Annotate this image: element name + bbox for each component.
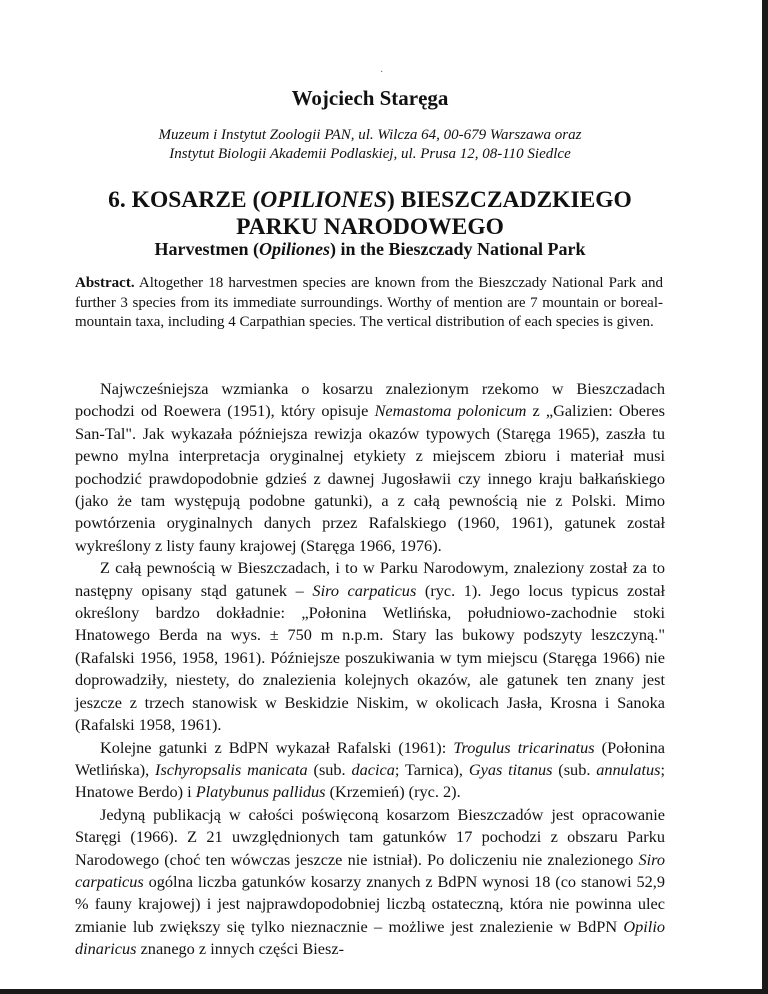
subtitle-taxon: Opiliones <box>258 239 330 259</box>
text-run: (sub. <box>307 759 352 779</box>
title-taxon: OPILIONES <box>260 187 387 213</box>
text-run: Jedyną publikacją w całości poświęconą kosarzom Bieszczadów jest opracowanie Staręgi (1966). Z 21 uwzględnionych tam gatunków 17 pochodzi z obszaru Parku Narodowego (choć ten wówczas jeszcze nie istniał). Po doliczeniu nie znalezionego <box>75 804 665 869</box>
text-run: (Połonina Wetlińska), <box>75 737 665 779</box>
paragraph-4 <box>75 804 665 961</box>
paragraph-3 <box>75 737 665 804</box>
abstract <box>75 274 663 333</box>
subtitle-suffix: ) in the Bieszczady National Park <box>330 239 586 259</box>
abstract-text: Altogether 18 harvestmen species are known from the Bieszczady National Park and further 3 species from its immediate surroundings. Worthy of mention are 7 mountain or boreal-mountain taxa, including 4 Carpathian species. The vertical distribution of each species is given. <box>75 275 663 330</box>
species-name: annulatus <box>596 759 661 779</box>
body-text <box>75 378 665 961</box>
paragraph-2 <box>75 557 665 736</box>
paragraph-1 <box>75 378 665 557</box>
text-run: (sub. <box>552 759 597 779</box>
english-title <box>0 239 740 260</box>
text-run: (Krzemień) (ryc. 2). <box>325 782 461 802</box>
text-run: ogólna liczba gatunków kosarzy znanych z BdPN wynosi 18 (co stanowi 52,9 % fauny krajowej) i jest najprawdopodobniej liczbą ostateczną, która nie powinna ulec zmianie lub zwiększy się tylko nieznacznie – możliwe jest znalezienie w BdPN <box>75 871 665 936</box>
species-name: Trogulus tricarinatus <box>453 737 595 757</box>
title-line-1 <box>0 187 740 214</box>
text-run: z „Galizien: Oberes San-Tal". Jak wykazała późniejsza rewizja okazów typowych (Staręga 1965), zaszła tu pewno mylna interpretacja oryginalnej etykiety z miejscem zbioru i materiał musi pochodzić prawdopodobnie gdzieś z dawnej Jugosławii czy innego kraju bałkańskiego (jako że tam występują podobne gatunki), a z całą pewnością nie z Polski. Mimo powtórzenia oryginalnych danych przez Rafalskiego (1960, 1961), gatunek został wykreślony z listy fauny krajowej (Staręga 1966, 1976). <box>75 401 665 555</box>
article-title <box>0 187 740 241</box>
abstract-label: Abstract. <box>75 275 135 291</box>
affiliation-line-2: Instytut Biologii Akademii Podlaskiej, ul. Prusa 12, 08-110 Siedlce <box>169 146 571 162</box>
species-name: Siro carpaticus <box>75 849 665 891</box>
scan-edge-bottom <box>0 989 768 994</box>
species-name: Platybunus pallidus <box>195 782 326 802</box>
species-name: Gyas titanus <box>468 759 553 779</box>
title-suffix: ) BIESZCZADZKIEGO <box>386 187 632 213</box>
species-name: Ischyropsalis manicata <box>155 759 308 779</box>
text-run: ; Tarnica), <box>394 759 469 779</box>
page-mark: · <box>380 67 384 78</box>
species-name: Opilio dinaricus <box>75 916 665 959</box>
text-run: Najwcześniejsza wzmianka o kosarzu znalezionym rzekomo w Bieszczadach pochodzi od Roewera (1951), który opisuje <box>75 379 665 421</box>
text-run: ; Hnatowe Berdo) i <box>75 759 666 802</box>
title-prefix: 6. KOSARZE ( <box>108 187 261 213</box>
text-run: Kolejne gatunki z BdPN wykazał Rafalski (1961): <box>100 737 454 757</box>
species-name: dacica <box>351 759 395 779</box>
title-line-2: PARKU NARODOWEGO <box>236 214 504 240</box>
species-name: Siro carpaticus <box>312 580 417 600</box>
affiliation <box>0 126 740 164</box>
subtitle-prefix: Harvestmen ( <box>154 239 259 259</box>
text-run: Z całą pewnością w Bieszczadach, i to w Parku Narodowym, znaleziony został za to następny opisany stąd gatunek – <box>75 558 665 600</box>
species-name: Nemastoma polonicum <box>374 401 527 421</box>
author-name: Wojciech Staręga <box>291 86 449 110</box>
text-run: (ryc. 1). Jego locus typicus został określony bardzo dokładnie: „Połonina Wetlińska, południowo-zachodnie stoki Hnatowego Berda na wys. ± 750 m n.p.m. Stary las bukowy podszyty leszczyną." (Rafalski 1956, 1958, 1961). Późniejsze poszukiwania w tym miejscu (Staręga 1966) nie doprowadziły, niestety, do znalezienia kolejnych okazów, ale gatunek ten znany jest jeszcze z trzech stanowisk w Beskidzie Niskim, w okolicach Jasła, Krosna i Sanoka (Rafalski 1958, 1961). <box>75 580 666 735</box>
affiliation-line-1: Muzeum i Instytut Zoologii PAN, ul. Wilcza 64, 00-679 Warszawa oraz <box>158 127 582 143</box>
scan-edge-right <box>762 0 768 994</box>
text-run: znanego z innych części Biesz- <box>136 939 345 959</box>
